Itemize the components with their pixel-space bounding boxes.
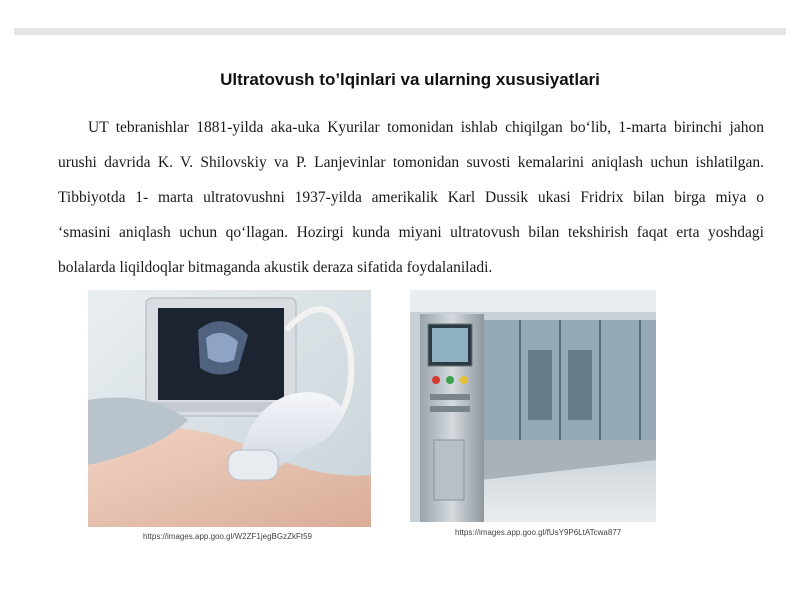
paragraph-line: urushi davrida K. V. Shilovskiy va P. Lanjevinlar tomonidan suvosti kemalarini aniqlash uchun ishlatilgan. [58,154,764,171]
image-caption-left: https://images.app.goo.gl/W2ZF1jegBGzZkFt59 [143,532,312,541]
page-title: Ultratovush to’lqinlari va ularning xususiyatlari [220,70,600,89]
ultrasonic-equipment-illustration [410,290,656,522]
paragraph-line: Tibbiyotda 1- marta ultratovushni 1937-yilda amerikalik Karl Dussik ukasi Fridrix bilan birga miya o [58,189,764,206]
image-caption-right: https://images.app.goo.gl/fUsY9P6LtATcwa877 [455,528,622,537]
top-divider-bar [14,28,786,35]
ultrasonic-equipment-photo [410,290,656,522]
paragraph-line: ‘smasini aniqlash uchun qo‘llagan. Hozirgi kunda miyani ultratovush bilan tekshirish faqat erta yoshdagi [58,224,764,241]
ultrasound-exam-illustration [88,290,371,527]
ultrasound-exam-photo [88,290,371,527]
body-paragraph [58,110,764,285]
paragraph-line: UT tebranishlar 1881-yilda aka-uka Kyurilar tomonidan ishlab chiqilgan bo‘lib, 1-marta birinchi jahon [88,119,764,136]
paragraph-line: bolalarda liqildoqlar bitmaganda akustik deraza sifatida foydalaniladi. [58,259,493,276]
